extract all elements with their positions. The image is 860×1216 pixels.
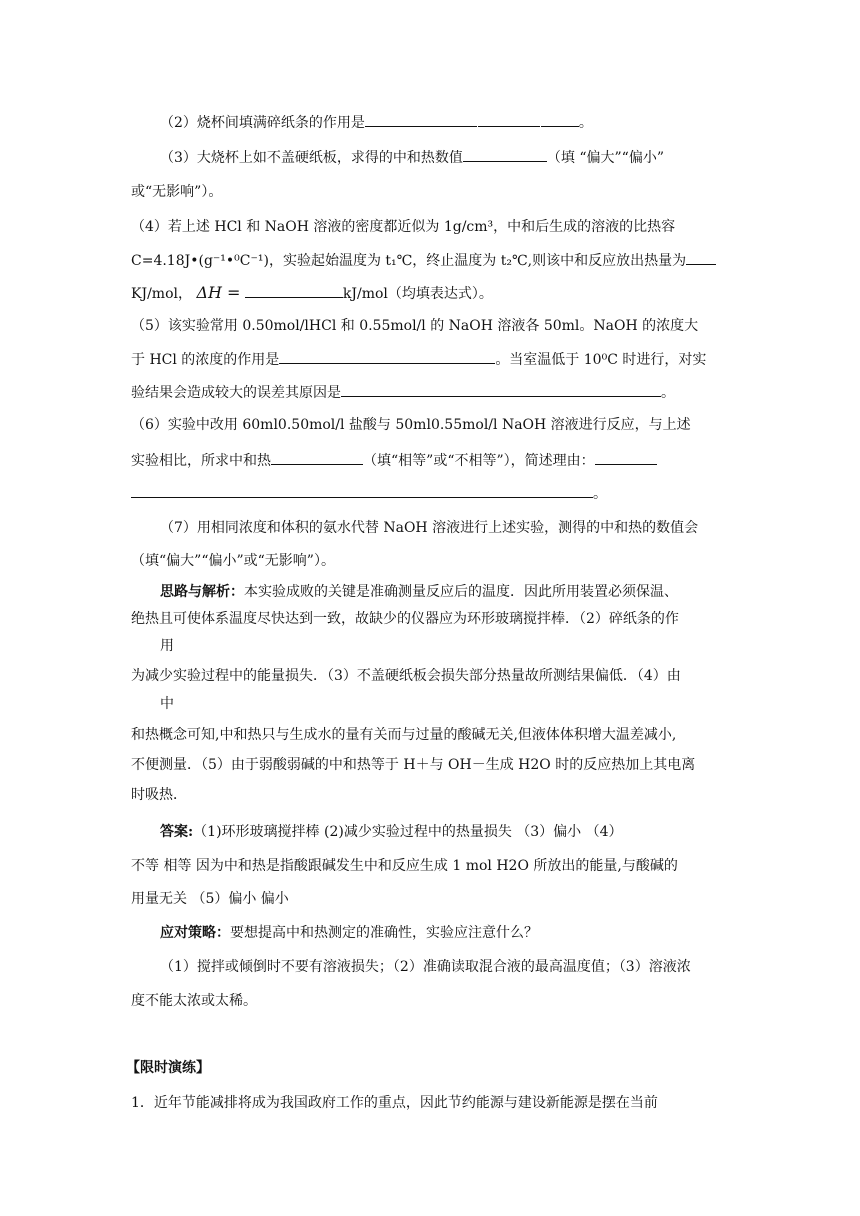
analysis-line-3: 用 [160, 638, 174, 654]
answer-blank [341, 382, 661, 397]
strategy-line-1: 应对策略：要想提高中和热测定的准确性，实验应注意什么？ [160, 925, 538, 941]
answer-blank [245, 283, 343, 298]
question-2: （2）烧杯间填满碎纸条的作用是 。 [160, 112, 593, 133]
question-3-line-2: 或“无影响”）。 [131, 184, 223, 200]
answer-label: 答案: [160, 824, 194, 840]
answer-blank [478, 112, 540, 127]
question-4-line-3: KJ/mol， ΔH = kJ/mol（均填表达式）。 [131, 283, 493, 302]
question-6-line-1: （6）实验中改用 60ml0.50mol/l 盐酸与 50ml0.55mol/l NaOH 溶液进行反应，与上述 [131, 417, 691, 433]
strategy-label: 应对策略： [160, 925, 230, 941]
question-2-text: （2）烧杯间填满碎纸条的作用是 [160, 115, 365, 131]
analysis-line-7: 不便测量．（5）由于弱酸弱碱的中和热等于 H＋与 OH－生成 H2O 时的反应热加上其电离 [131, 757, 696, 773]
analysis-line-5: 中 [160, 696, 174, 712]
question-5-line-3: 验结果会造成较大的误差其原因是 。 [131, 382, 675, 403]
question-5-line-2: 于 HCl 的浓度的作用是 。当室温低于 10⁰C 时进行，对实 [131, 349, 706, 370]
answer-blank [595, 450, 657, 465]
answer-blank [463, 147, 547, 162]
analysis-line-1: 思路与解析：本实验成败的关键是准确测量反应后的温度．因此所用装置必须保温、 [160, 584, 678, 600]
answer-blank [279, 349, 495, 364]
answer-blank [131, 483, 593, 498]
analysis-line-4: 为减少实验过程中的能量损失．（3）不盖硬纸板会损失部分热量故所测结果偏低．（4）由 [131, 668, 681, 684]
analysis-line-2: 绝热且可使体系温度尽快达到一致，故缺少的仪器应为环形玻璃搅拌棒．（2）碎纸条的作 [131, 611, 679, 627]
question-4-line-2: C=4.18J•(g⁻¹•⁰C⁻¹)，实验起始温度为 t₁℃，终止温度为 t₂℃,则该中和反应放出热量为 [131, 250, 716, 271]
drill-heading: 【限时演练】 [126, 1060, 210, 1076]
question-5-line-1: （5）该实验常用 0.50mol/lHCl 和 0.55mol/l 的 NaOH 溶液各 50ml。NaOH 的浓度大 [131, 318, 699, 334]
drill-item-1: 1．近年节能减排将成为我国政府工作的重点，因此节约能源与建设新能源是摆在当前 [131, 1095, 658, 1111]
question-7-line-2: （填“偏大”“偏小”或“无影响”）。 [131, 553, 335, 569]
strategy-line-3: 度不能太浓或太稀。 [131, 993, 257, 1009]
analysis-line-8: 时吸热． [131, 787, 187, 803]
answer-blank [686, 250, 716, 265]
answer-blank [541, 112, 579, 127]
strategy-line-2: （1）搅拌或倾倒时不要有溶液损失；（2）准确读取混合液的最高温度值；（3）溶液浓 [160, 959, 691, 975]
answer-line-3: 用量无关 （5）偏小 偏小 [131, 891, 289, 907]
question-3: （3）大烧杯上如不盖硬纸板，求得的中和热数值 （填 “偏大”“偏小” [160, 147, 664, 168]
delta-h-symbol: ΔH = [196, 283, 241, 302]
answer-blank [365, 112, 477, 127]
answer-line-1: 答案:（1)环形玻璃搅拌棒 (2)减少实验过程中的热量损失 （3）偏小 （4） [160, 824, 623, 840]
question-7-line-1: （7）用相同浓度和体积的氨水代替 NaOH 溶液进行上述实验，测得的中和热的数值会 [160, 520, 699, 536]
question-6-line-3: 。 [131, 483, 607, 504]
question-4-line-1: （4）若上述 HCl 和 NaOH 溶液的密度都近似为 1g/cm³，中和后生成的溶液的比热容 [131, 219, 676, 235]
analysis-label: 思路与解析： [160, 584, 244, 600]
question-6-line-2: 实验相比，所求中和热 （填“相等”或“不相等”），简述理由： [131, 450, 657, 471]
answer-line-2: 不等 相等 因为中和热是指酸跟碱发生中和反应生成 1 mol H2O 所放出的能量,与酸碱的 [131, 858, 678, 874]
analysis-line-6: 和热概念可知,中和热只与生成水的量有关而与过量的酸碱无关,但液体体积增大温差减小, [131, 727, 677, 743]
answer-blank [271, 450, 363, 465]
